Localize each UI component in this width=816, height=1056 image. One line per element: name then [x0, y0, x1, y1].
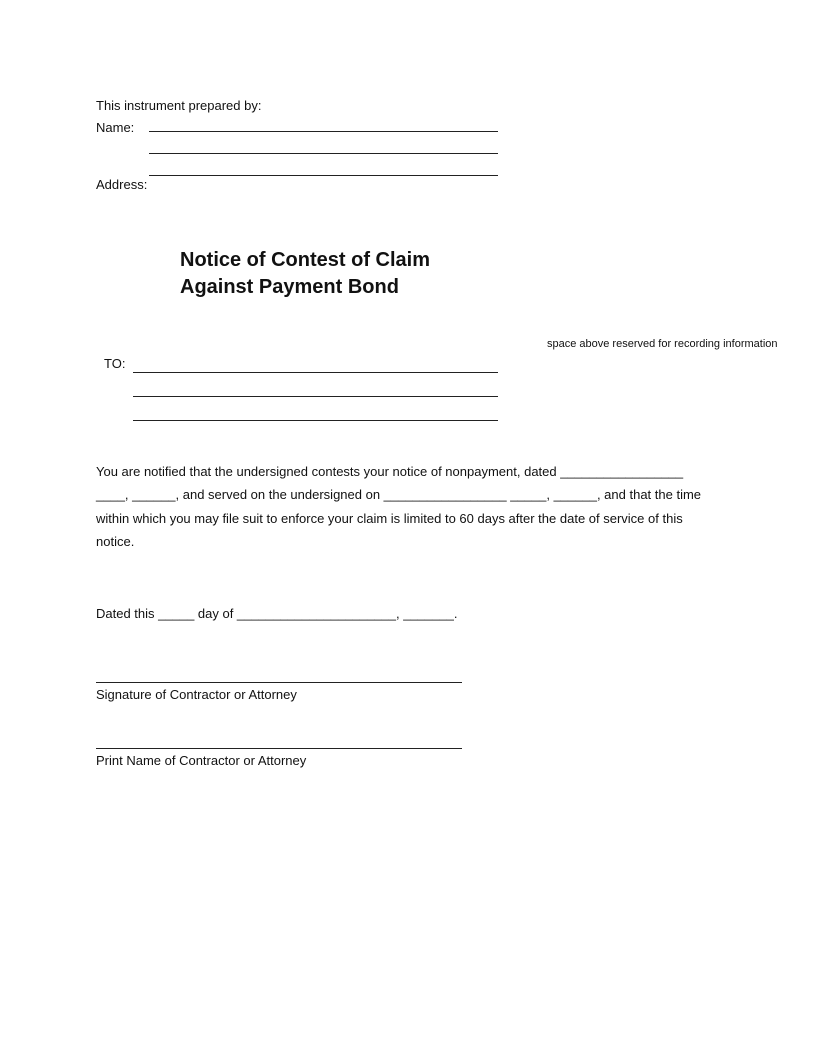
paragraph-line: You are notified that the undersigned contests your notice of nonpayment, dated _________________: [96, 464, 684, 479]
recording-note: space above reserved for recording information: [547, 338, 778, 350]
name-line-2[interactable]: [149, 153, 498, 154]
print-name-line[interactable]: [96, 748, 462, 749]
address-line[interactable]: [149, 175, 498, 176]
paragraph-line: notice.: [96, 534, 135, 549]
to-line-2[interactable]: [133, 396, 498, 397]
name-line-1[interactable]: [149, 131, 498, 132]
to-line-3[interactable]: [133, 420, 498, 421]
paragraph-line: within which you may file suit to enforce your claim is limited to 60 days after the date of service of this: [96, 511, 683, 526]
name-label: Name:: [96, 120, 135, 135]
document-title: [180, 247, 430, 301]
to-label: TO:: [104, 356, 126, 371]
to-line-1[interactable]: [133, 372, 498, 373]
signature-line[interactable]: [96, 682, 462, 683]
dated-line: Dated this _____ day of ______________________, _______.: [96, 606, 458, 621]
prepared-by-label: This instrument prepared by:: [96, 98, 262, 113]
address-label: Address:: [96, 177, 148, 192]
title-line-1: Notice of Contest of Claim: [180, 249, 431, 271]
print-name-label: Print Name of Contractor or Attorney: [96, 753, 307, 768]
signature-label: Signature of Contractor or Attorney: [96, 687, 297, 702]
paragraph-line: ____, ______, and served on the undersigned on _________________ _____, ______, and that the time: [96, 487, 702, 502]
title-line-2: Against Payment Bond: [180, 276, 399, 298]
